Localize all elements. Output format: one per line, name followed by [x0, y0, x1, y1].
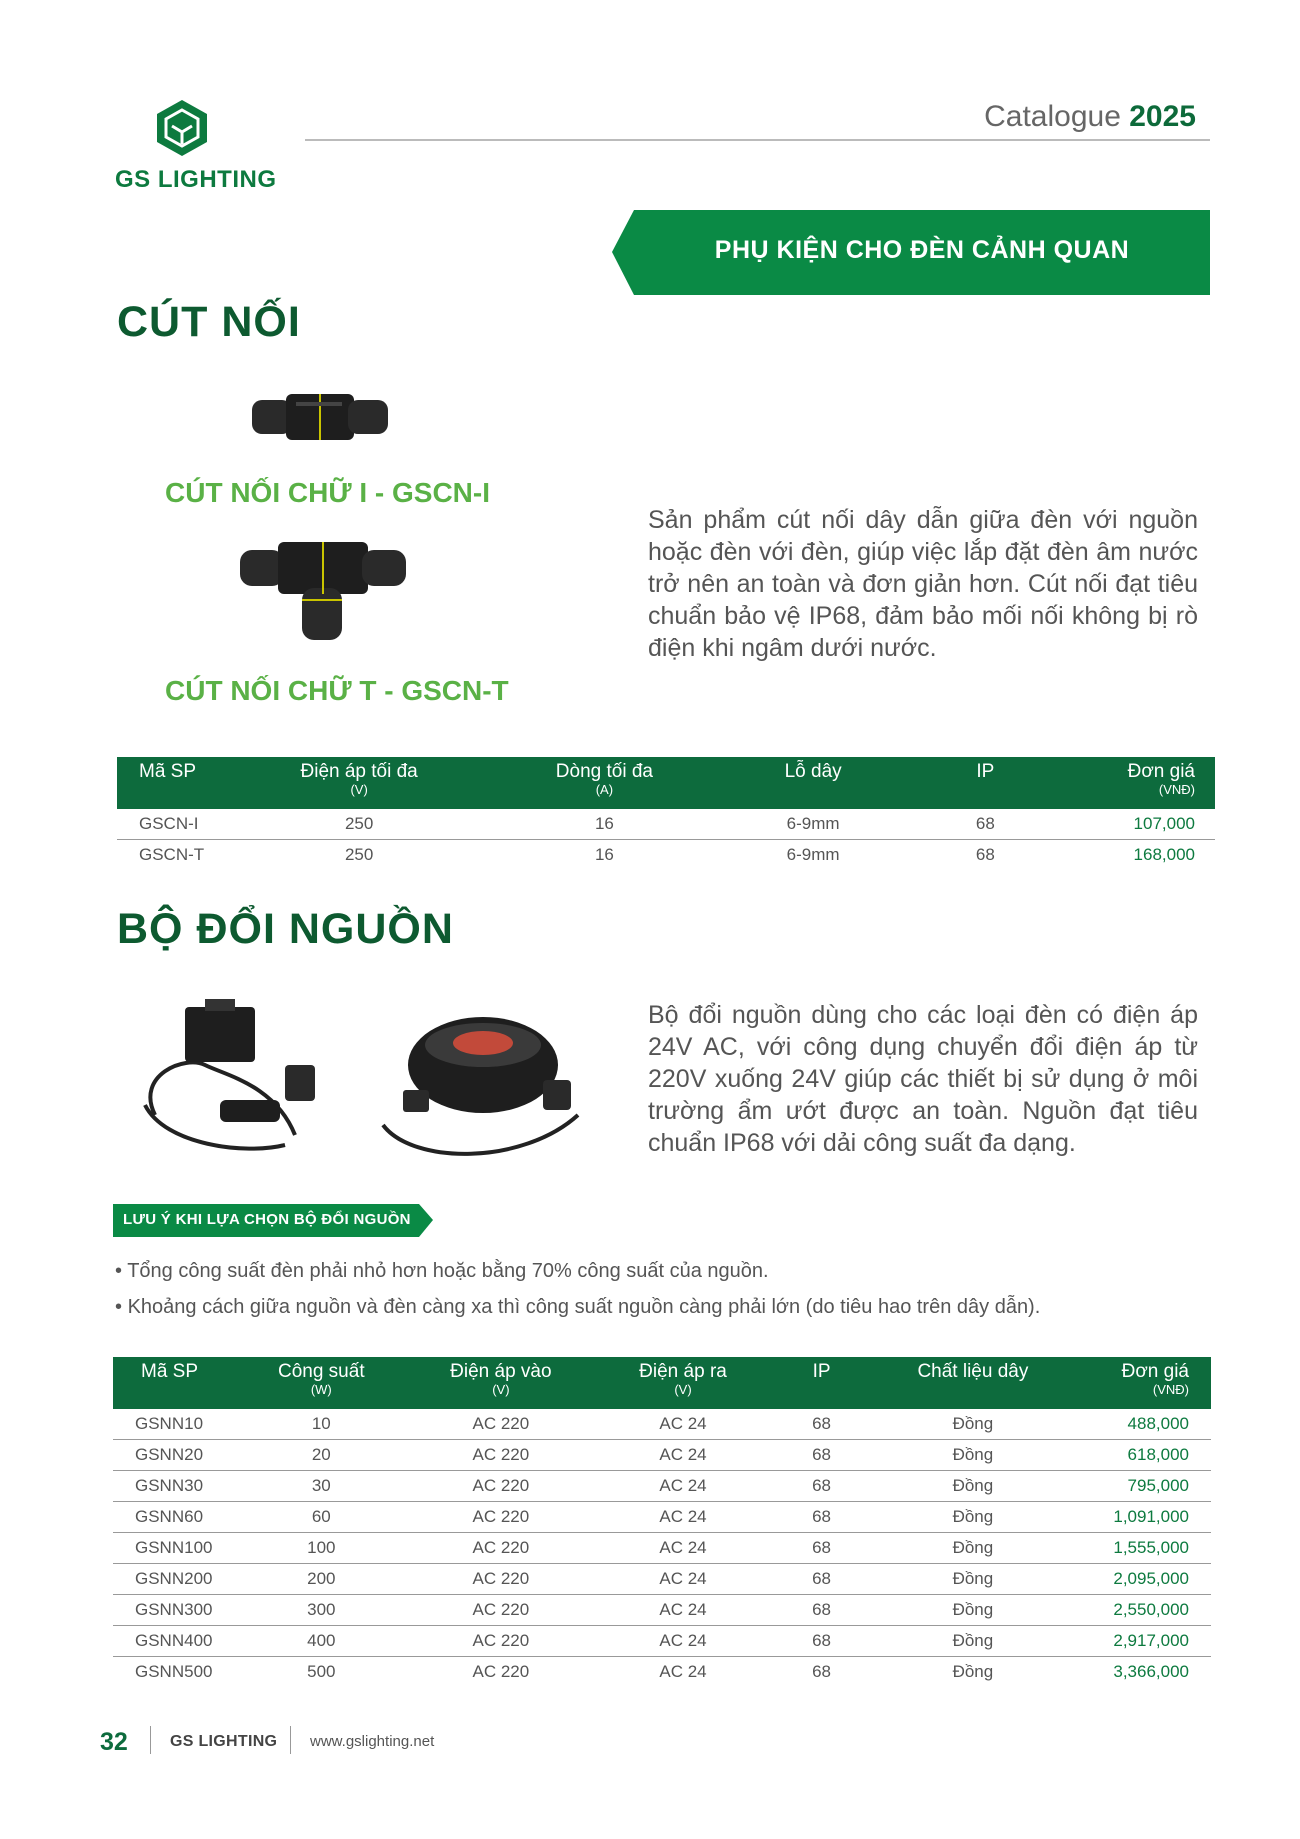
- table-cell: AC 220: [409, 1595, 594, 1626]
- selection-notes: [115, 1260, 1040, 1332]
- table-cell: GSCN-T: [139, 845, 205, 864]
- table-header: Đơn giá (VNĐ): [1069, 757, 1215, 809]
- table-cell: 68: [773, 1564, 870, 1595]
- table-cell: 30: [234, 1471, 408, 1502]
- note-tag-text: LƯU Ý KHI LỰA CHỌN BỘ ĐỔI NGUỒN: [123, 1211, 411, 1228]
- table-cell: Đồng: [870, 1564, 1075, 1595]
- table-cell: 6-9mm: [786, 845, 840, 864]
- price-cell: 2,917,000: [1076, 1626, 1212, 1657]
- table-cell: 250: [234, 809, 484, 840]
- table-cell: 6-9mm: [724, 809, 901, 840]
- table-header: Đơn giá (VNĐ): [1076, 1357, 1212, 1409]
- price-cell: 3,366,000: [1113, 1662, 1189, 1681]
- table-row: [113, 1502, 1211, 1533]
- table-header: Mã SP: [117, 757, 234, 809]
- table-header: Điện áp vào (V): [409, 1357, 594, 1409]
- section-title-connectors: CÚT NỐI: [117, 298, 301, 346]
- table-cell: Đồng: [952, 1662, 994, 1681]
- table-cell: AC 24: [593, 1440, 773, 1471]
- table-cell: AC 24: [593, 1502, 773, 1533]
- header-divider: [305, 139, 1210, 141]
- table-row: [113, 1409, 1211, 1440]
- table-cell: AC 24: [659, 1662, 707, 1681]
- table-cell: GSNN10: [113, 1409, 234, 1440]
- table-cell: AC 220: [409, 1626, 594, 1657]
- table-cell: GSNN100: [113, 1533, 234, 1564]
- catalogue-year: 2025: [1129, 100, 1196, 133]
- table-cell: 68: [773, 1440, 870, 1471]
- table-cell: Đồng: [870, 1502, 1075, 1533]
- footer-brand: GS LIGHTING: [170, 1733, 278, 1750]
- table-header: Mã SP: [113, 1357, 234, 1409]
- table-cell: Đồng: [870, 1409, 1075, 1440]
- table-cell: AC 220: [409, 1440, 594, 1471]
- table-cell: GSNN400: [113, 1626, 234, 1657]
- table-cell: 100: [234, 1533, 408, 1564]
- footer-divider: [150, 1726, 151, 1754]
- catalogue-text: Catalogue: [984, 100, 1121, 133]
- table-cell: GSNN30: [113, 1471, 234, 1502]
- table-cell: Đồng: [870, 1626, 1075, 1657]
- table-cell: AC 220: [409, 1471, 594, 1502]
- table-header: Dòng tối đa (A): [484, 757, 724, 809]
- table-cell: GSCN-I: [117, 809, 234, 840]
- table-row: [117, 809, 1215, 840]
- price-cell: 795,000: [1076, 1471, 1212, 1502]
- power-adapter-image-1: [125, 995, 350, 1165]
- table-header: Điện áp ra (V): [593, 1357, 773, 1409]
- table-header: IP: [773, 1357, 870, 1409]
- table-cell: AC 220: [409, 1533, 594, 1564]
- table-cell: Đồng: [870, 1440, 1075, 1471]
- table-cell: AC 24: [593, 1471, 773, 1502]
- price-cell: 618,000: [1076, 1440, 1212, 1471]
- table-header-row: [117, 757, 1215, 809]
- price-cell: 2,095,000: [1076, 1564, 1212, 1595]
- table-cell: 68: [975, 845, 995, 864]
- section-title-power-adapters: BỘ ĐỔI NGUỒN: [117, 905, 454, 953]
- table-cell: 20: [234, 1440, 408, 1471]
- table-row: [113, 1440, 1211, 1471]
- price-cell: 488,000: [1076, 1409, 1212, 1440]
- table-cell: 16: [594, 845, 614, 864]
- table-cell: AC 24: [593, 1564, 773, 1595]
- table-cell: AC 220: [472, 1662, 530, 1681]
- table-cell: AC 220: [409, 1409, 594, 1440]
- table-cell: 16: [484, 809, 724, 840]
- table-header-row: [113, 1357, 1211, 1409]
- product-title-connector-t: CÚT NỐI CHỮ T - GSCN-T: [165, 675, 509, 706]
- table-row: [113, 1657, 1211, 1688]
- table-cell: 250: [344, 845, 374, 864]
- table-header: IP: [902, 757, 1069, 809]
- footer-website-link[interactable]: www.gslighting.net: [310, 1733, 435, 1750]
- table-row: [113, 1471, 1211, 1502]
- table-row: [113, 1626, 1211, 1657]
- table-cell: GSNN300: [113, 1595, 234, 1626]
- product-title-connector-i: CÚT NỐI CHỮ I - GSCN-I: [165, 477, 490, 508]
- table-row: [117, 840, 1215, 871]
- price-cell: 1,555,000: [1076, 1533, 1212, 1564]
- table-cell: 500: [307, 1662, 336, 1681]
- table-cell: 68: [773, 1502, 870, 1533]
- connector-description: Sản phẩm cút nối dây dẫn giữa đèn với nguồn hoặc đèn với đèn, giúp việc lắp đặt đèn âm nước trở nên an toàn và đơn giản hơn. Cút nối đạt tiêu chuẩn bảo vệ IP68, đảm bảo mối nối không bị rò điện khi ngâm dưới nước.: [648, 506, 1198, 662]
- category-banner-title: PHỤ KIỆN CHO ĐÈN CẢNH QUAN: [714, 236, 1130, 264]
- connector-i-image: [250, 388, 390, 448]
- table-cell: AC 220: [409, 1502, 594, 1533]
- table-cell: GSNN500: [135, 1662, 213, 1681]
- price-cell: 2,550,000: [1076, 1595, 1212, 1626]
- table-cell: AC 24: [593, 1626, 773, 1657]
- table-cell: 300: [234, 1595, 408, 1626]
- note-item: • Khoảng cách giữa nguồn và đèn càng xa thì công suất nguồn càng phải lớn (do tiêu hao trên dây dẫn).: [115, 1296, 1040, 1332]
- table-cell: GSNN60: [113, 1502, 234, 1533]
- brand-name: GS LIGHTING: [115, 166, 277, 193]
- power-adapter-description: Bộ đổi nguồn dùng cho các loại đèn có điện áp 24V AC, với công dụng chuyển đổi điện áp từ 220V xuống 24V giúp các thiết bị sử dụng ở môi trường ẩm ướt được an toàn. Nguồn đạt tiêu chuẩn IP68 với dải công suất đa dạng.: [648, 1001, 1198, 1157]
- connector-t-image: [238, 540, 408, 645]
- price-cell: 107,000: [1069, 809, 1215, 840]
- table-cell: GSNN20: [113, 1440, 234, 1471]
- table-cell: 68: [773, 1626, 870, 1657]
- price-cell: 1,091,000: [1076, 1502, 1212, 1533]
- table-cell: 68: [773, 1471, 870, 1502]
- table-cell: 68: [773, 1533, 870, 1564]
- table-header: Điện áp tối đa (V): [234, 757, 484, 809]
- table-cell: Đồng: [870, 1471, 1075, 1502]
- table-cell: AC 220: [409, 1564, 594, 1595]
- power-adapter-image-2: [373, 995, 588, 1170]
- table-cell: 68: [773, 1409, 870, 1440]
- table-header: Lỗ dây: [724, 757, 901, 809]
- table-cell: 68: [812, 1662, 831, 1681]
- table-cell: 400: [234, 1626, 408, 1657]
- table-cell: Đồng: [870, 1533, 1075, 1564]
- table-cell: 68: [773, 1595, 870, 1626]
- table-row: [113, 1533, 1211, 1564]
- table-header: Công suất (W): [234, 1357, 408, 1409]
- table-cell: AC 24: [593, 1533, 773, 1564]
- page-number: 32: [100, 1728, 128, 1756]
- table-cell: 68: [902, 809, 1069, 840]
- power-adapter-spec-table: [113, 1357, 1211, 1687]
- table-cell: GSNN200: [113, 1564, 234, 1595]
- table-cell: AC 24: [593, 1595, 773, 1626]
- table-cell: 10: [234, 1409, 408, 1440]
- table-header: Chất liệu dây: [870, 1357, 1075, 1409]
- table-cell: 200: [234, 1564, 408, 1595]
- table-cell: 60: [234, 1502, 408, 1533]
- catalogue-label: [984, 100, 1196, 134]
- table-row: [113, 1595, 1211, 1626]
- table-row: [113, 1564, 1211, 1595]
- connector-spec-table: [117, 757, 1215, 870]
- note-item: • Tổng công suất đèn phải nhỏ hơn hoặc bằng 70% công suất của nguồn.: [115, 1260, 1040, 1296]
- price-cell: 168,000: [1133, 845, 1195, 864]
- table-cell: AC 24: [593, 1409, 773, 1440]
- footer-divider: [290, 1726, 291, 1754]
- table-cell: Đồng: [870, 1595, 1075, 1626]
